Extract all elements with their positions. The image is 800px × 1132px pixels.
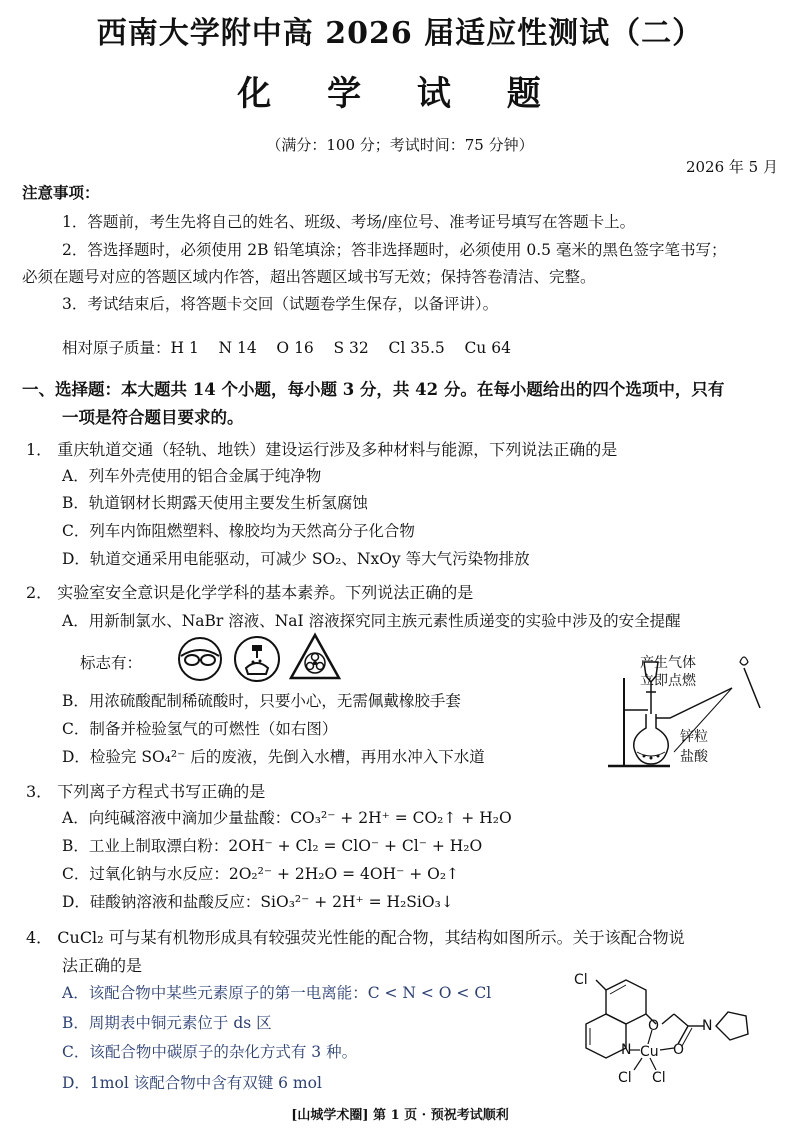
question-stem: 1． 重庆轨道交通（轻轨、地铁）建设运行涉及多种材料与能源，下列说法正确的是 [26, 440, 618, 459]
structure-label: N [621, 1042, 632, 1058]
note-item: 必须在题号对应的答题区域内作答，超出答题区域书写无效；保持答卷清洁、完整。 [22, 268, 596, 286]
structure-label: Cl [618, 1070, 632, 1086]
option-c: C．该配合物中碳原子的杂化方式有 3 种。 [62, 1043, 358, 1061]
figure-label: 立即点燃 [640, 673, 696, 689]
atomic-masses: 相对原子质量：H 1 N 14 O 16 S 32 Cl 35.5 Cu 64 [62, 339, 511, 357]
option-a: A．列车外壳使用的铝合金属于纯净物 [62, 467, 322, 485]
hand-washing-icon [232, 634, 282, 684]
question-stem-cont: 法正确的是 [62, 956, 143, 975]
option-d: D．检验完 SO₄²⁻ 后的废液，先倒入水槽，再用水冲入下水道 [62, 748, 485, 766]
structure-label: O [673, 1042, 685, 1058]
option-b: B．周期表中铜元素位于 ds 区 [62, 1014, 272, 1032]
notes-heading: 注意事项： [22, 183, 100, 202]
option-a: A．该配合物中某些元素原子的第一电离能：C < N < O < Cl [62, 984, 492, 1002]
option-b: B．工业上制取漂白粉：2OH⁻ + Cl₂ = ClO⁻ + Cl⁻ + H₂O [62, 837, 483, 855]
option-d: D．轨道交通采用电能驱动，可减少 SO₂、NxOy 等大气污染物排放 [62, 550, 530, 568]
structure-label: N [702, 1018, 713, 1034]
option-d: D．硅酸钠溶液和盐酸反应：SiO₃²⁻ + 2H⁺ = H₂SiO₃↓ [62, 893, 454, 911]
figure-label: 盐酸 [680, 749, 708, 765]
note-item: 2．答选择题时，必须使用 2B 铅笔填涂；答非选择题时，必须使用 0.5 毫米的黑色签字笔书写； [62, 241, 727, 259]
option-d: D．1mol 该配合物中含有双键 6 mol [62, 1074, 322, 1092]
ventilation-warning-icon [288, 632, 342, 682]
exam-date: 2026 年 5 月 [685, 158, 778, 176]
option-b: B．用浓硫酸配制稀硫酸时，只要小心，无需佩戴橡胶手套 [62, 692, 461, 710]
structure-label: Cl [574, 972, 588, 988]
note-item: 3．考试结束后，将答题卡交回（试题卷学生保存，以备评讲）。 [62, 295, 499, 313]
complex-structure-figure [570, 970, 780, 1088]
structure-label: O [648, 1018, 660, 1034]
page-footer: [山城学术圈] 第 1 页 · 预祝考试顺利 [291, 1108, 509, 1123]
figure-label: 锌粒 [680, 729, 708, 745]
exam-title: 西南大学附中高 2026 届适应性测试（二） [96, 16, 704, 51]
option-c: C．制备并检验氢气的可燃性（如右图） [62, 720, 338, 738]
exam-meta: （满分：100 分；考试时间：75 分钟） [266, 136, 534, 154]
section-heading: 一、选择题：本大题共 14 个小题，每小题 3 分，共 42 分。在每小题给出的四个选项中，只有 [22, 380, 725, 399]
option-a-cont: 标志有： [80, 654, 143, 672]
option-c: C．列车内饰阻燃塑料、橡胶均为天然高分子化合物 [62, 522, 415, 540]
section-heading-cont: 一项是符合题目要求的。 [62, 408, 244, 427]
structure-label: Cu [640, 1044, 659, 1060]
option-c: C．过氧化钠与水反应：2O₂²⁻ + 2H₂O = 4OH⁻ + O₂↑ [62, 865, 460, 883]
question-stem: 4． CuCl₂ 可与某有机物形成具有较强荧光性能的配合物，其结构如图所示。关于该配合物说 [26, 928, 685, 947]
note-item: 1．答题前，考生先将自己的姓名、班级、考场/座位号、准考证号填写在答题卡上。 [62, 213, 636, 231]
option-a: A．向纯碱溶液中滴加少量盐酸：CO₃²⁻ + 2H⁺ = CO₂↑ + H₂O [62, 809, 512, 827]
option-b: B．轨道钢材长期露天使用主要发生析氢腐蚀 [62, 494, 368, 512]
figure-label: 产生气体 [640, 655, 696, 671]
structure-label: Cl [652, 1070, 666, 1086]
option-a: A．用新制氯水、NaBr 溶液、NaI 溶液探究同主族元素性质递变的实验中涉及的安全提醒 [62, 612, 681, 630]
question-stem: 2． 实验室安全意识是化学学科的基本素养。下列说法正确的是 [26, 583, 474, 602]
eye-protection-icon [172, 636, 228, 682]
question-stem: 3． 下列离子方程式书写正确的是 [26, 782, 266, 801]
subject-title: 化 学 试 题 [237, 74, 563, 114]
